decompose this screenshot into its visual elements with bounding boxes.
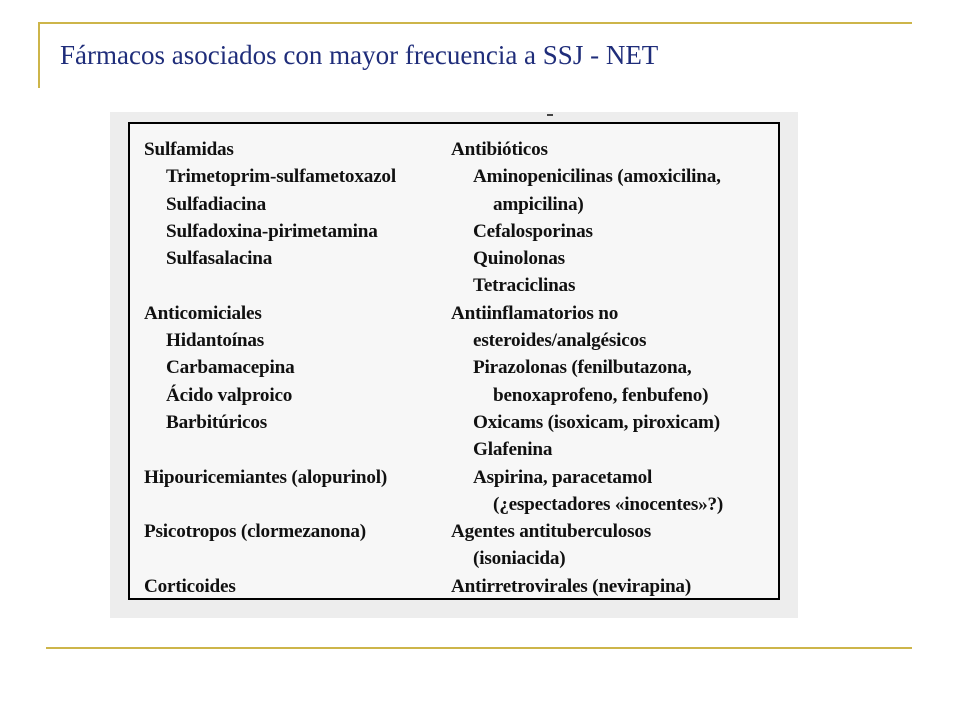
group-heading-antibioticos: Antibióticos	[451, 139, 548, 160]
table-right-column	[451, 136, 771, 600]
slide-title: Fármacos asociados con mayor frecuencia a SSJ - NET	[60, 40, 659, 70]
drug-item: Tetraciclinas	[473, 275, 576, 297]
drug-item: Pirazolonas (fenilbutazona,	[473, 357, 692, 379]
group-heading-corticoides: Corticoides	[144, 575, 236, 597]
group-heading-aines: Antiinflamatorios no	[451, 302, 619, 324]
group-heading-psicotropos: Psicotropos (clormezanona)	[144, 521, 366, 543]
scan-artifact	[547, 114, 553, 116]
group-heading-antituberculosos-continuation: (isoniacida)	[473, 548, 566, 570]
drug-item: Trimetoprim-sulfametoxazol	[166, 166, 396, 188]
drug-item: Ácido valproico	[166, 384, 293, 406]
bottom-divider	[46, 647, 912, 649]
drug-item: Glafenina	[473, 439, 553, 461]
spacer	[144, 272, 434, 299]
drug-item: Sulfasalacina	[166, 248, 273, 270]
drug-table	[128, 122, 780, 600]
group-heading-sulfamidas: Sulfamidas	[144, 139, 234, 160]
spacer	[144, 436, 434, 463]
drug-item: Oxicams (isoxicam, piroxicam)	[473, 411, 720, 433]
drug-item-continuation: benoxaprofeno, fenbufeno)	[493, 384, 709, 406]
drug-table-figure	[110, 112, 798, 618]
spacer	[144, 491, 434, 518]
drug-item: Sulfadiacina	[166, 193, 266, 215]
drug-item: Hidantoínas	[166, 330, 265, 352]
drug-item: Quinolonas	[473, 248, 565, 270]
group-heading-antituberculosos: Agentes antituberculosos	[451, 521, 652, 543]
spacer	[144, 545, 434, 572]
left-accent-line	[38, 22, 40, 88]
group-heading-hipouricemiantes: Hipouricemiantes (alopurinol)	[144, 466, 388, 488]
group-heading-antirretrovirales: Antirretrovirales (nevirapina)	[451, 575, 692, 597]
drug-item: Carbamacepina	[166, 357, 295, 379]
drug-item-continuation: (¿espectadores «inocentes»?)	[493, 493, 724, 515]
drug-item: Sulfadoxina-pirimetamina	[166, 220, 378, 242]
top-divider	[38, 22, 912, 24]
drug-item: Aminopenicilinas (amoxicilina,	[473, 166, 721, 188]
group-heading-anticomiciales: Anticomiciales	[144, 302, 262, 324]
drug-item: Aspirina, paracetamol	[473, 466, 653, 488]
drug-item: Barbitúricos	[166, 411, 267, 433]
drug-item-continuation: ampicilina)	[493, 193, 584, 215]
group-heading-aines-continuation: esteroides/analgésicos	[473, 330, 647, 352]
table-left-column	[144, 136, 434, 600]
drug-item: Cefalosporinas	[473, 220, 593, 242]
